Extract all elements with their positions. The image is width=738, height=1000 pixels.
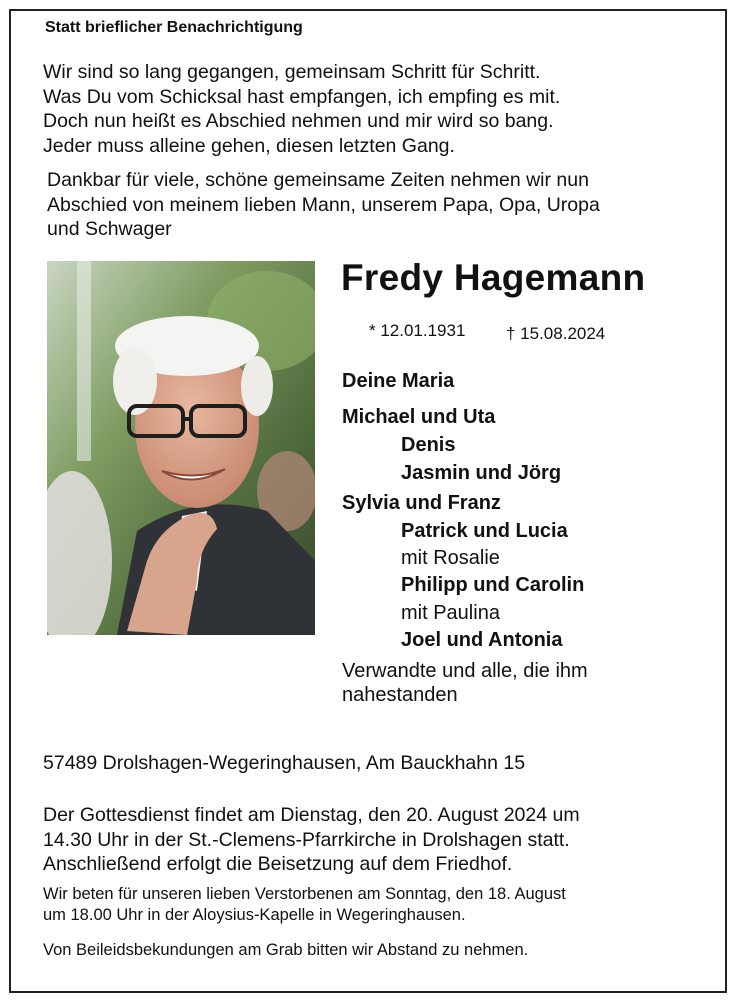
service-info <box>43 803 580 877</box>
condolence-note: Von Beileidsbekundungen am Grab bitten wir Abstand zu nehmen. <box>43 941 529 959</box>
family-member: mit Paulina <box>401 602 500 624</box>
birth-date: * 12.01.1931 <box>369 321 466 340</box>
family-member: Deine Maria <box>342 370 455 392</box>
family-member: Joel und Antonia <box>401 629 563 651</box>
prayer-line: Wir beten für unseren lieben Verstorbenen am Sonntag, den 18. August <box>43 885 566 903</box>
family-member: Jasmin und Jörg <box>401 462 562 484</box>
poem-line: Jeder muss alleine gehen, diesen letzten Gang. <box>43 134 455 157</box>
death-date: † 15.08.2024 <box>506 324 606 343</box>
intro-line: Abschied von meinem lieben Mann, unserem Papa, Opa, Uropa <box>47 193 600 216</box>
relatives-line: Verwandte und alle, die ihm <box>342 660 588 682</box>
prayer-line: um 18.00 Uhr in der Aloysius-Kapelle in Wegeringhausen. <box>43 906 466 924</box>
intro-line: Dankbar für viele, schöne gemeinsame Zeiten nehmen wir nun <box>47 169 589 191</box>
service-line: 14.30 Uhr in der St.-Clemens-Pfarrkirche in Drolshagen statt. <box>43 828 570 851</box>
poem-line: Doch nun heißt es Abschied nehmen und mir wird so bang. <box>43 110 554 132</box>
relatives-line: nahestanden <box>342 684 458 706</box>
poem <box>43 60 560 158</box>
notice-heading: Statt brieflicher Benachrichtigung <box>45 19 303 36</box>
deceased-name: Fredy Hagemann <box>341 257 646 298</box>
portrait-photo <box>47 261 315 635</box>
family-member: Michael und Uta <box>342 406 496 428</box>
family-member: mit Rosalie <box>401 547 500 569</box>
family-member: Sylvia und Franz <box>342 492 501 514</box>
service-line: Der Gottesdienst findet am Dienstag, den 20. August 2024 um <box>43 804 580 826</box>
intro-line: und Schwager <box>47 218 172 240</box>
family-member: Patrick und Lucia <box>401 520 568 542</box>
family-member: Denis <box>401 434 456 456</box>
prayer-info <box>43 884 566 926</box>
poem-line: Wir sind so lang gegangen, gemeinsam Schritt für Schritt. <box>43 61 541 83</box>
family-member: Philipp und Carolin <box>401 574 585 596</box>
address: 57489 Drolshagen-Wegeringhausen, Am Bauckhahn 15 <box>43 752 526 774</box>
poem-line: Was Du vom Schicksal hast empfangen, ich empfing es mit. <box>43 85 561 108</box>
service-line: Anschließend erfolgt die Beisetzung auf dem Friedhof. <box>43 853 513 875</box>
intro-text <box>47 168 600 242</box>
